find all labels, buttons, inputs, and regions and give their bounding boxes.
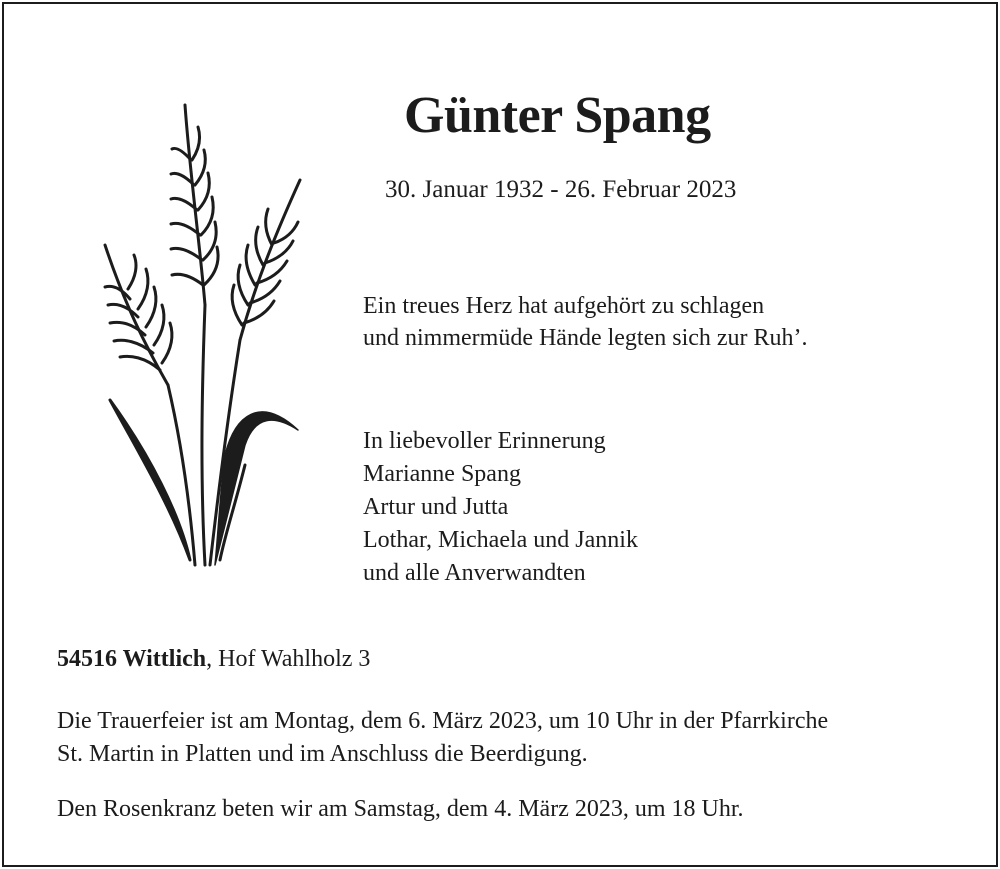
mourner-line: und alle Anverwandten [363,560,586,586]
mourner-line: Lothar, Michaela und Jannik [363,527,638,553]
mourner-line: In liebevoller Erinnerung [363,428,606,454]
memorial-verse [363,290,808,354]
mourners-list [363,425,638,590]
verse-line: Ein treues Herz hat aufgehört zu schlagen [363,293,765,319]
mourner-line: Artur und Jutta [363,494,509,520]
rosary-details: Den Rosenkranz beten wir am Samstag, dem 4. März 2023, um 18 Uhr. [57,796,744,822]
ceremony-line: St. Martin in Platten und im Anschluss die Beerdigung. [57,741,588,767]
address [57,646,370,673]
life-dates: 30. Januar 1932 - 26. Februar 2023 [385,176,737,203]
verse-line: und nimmermüde Hände legten sich zur Ruh’. [363,325,808,351]
address-city: 54516 Wittlich [57,646,207,672]
funeral-details [57,705,947,771]
wheat-ears-icon [50,95,310,575]
ceremony-line: Die Trauerfeier ist am Montag, dem 6. März 2023, um 10 Uhr in der Pfarrkirche [57,708,829,734]
deceased-name: Günter Spang [404,87,711,144]
mourner-line: Marianne Spang [363,461,521,487]
address-street: , Hof Wahlholz 3 [206,646,371,672]
